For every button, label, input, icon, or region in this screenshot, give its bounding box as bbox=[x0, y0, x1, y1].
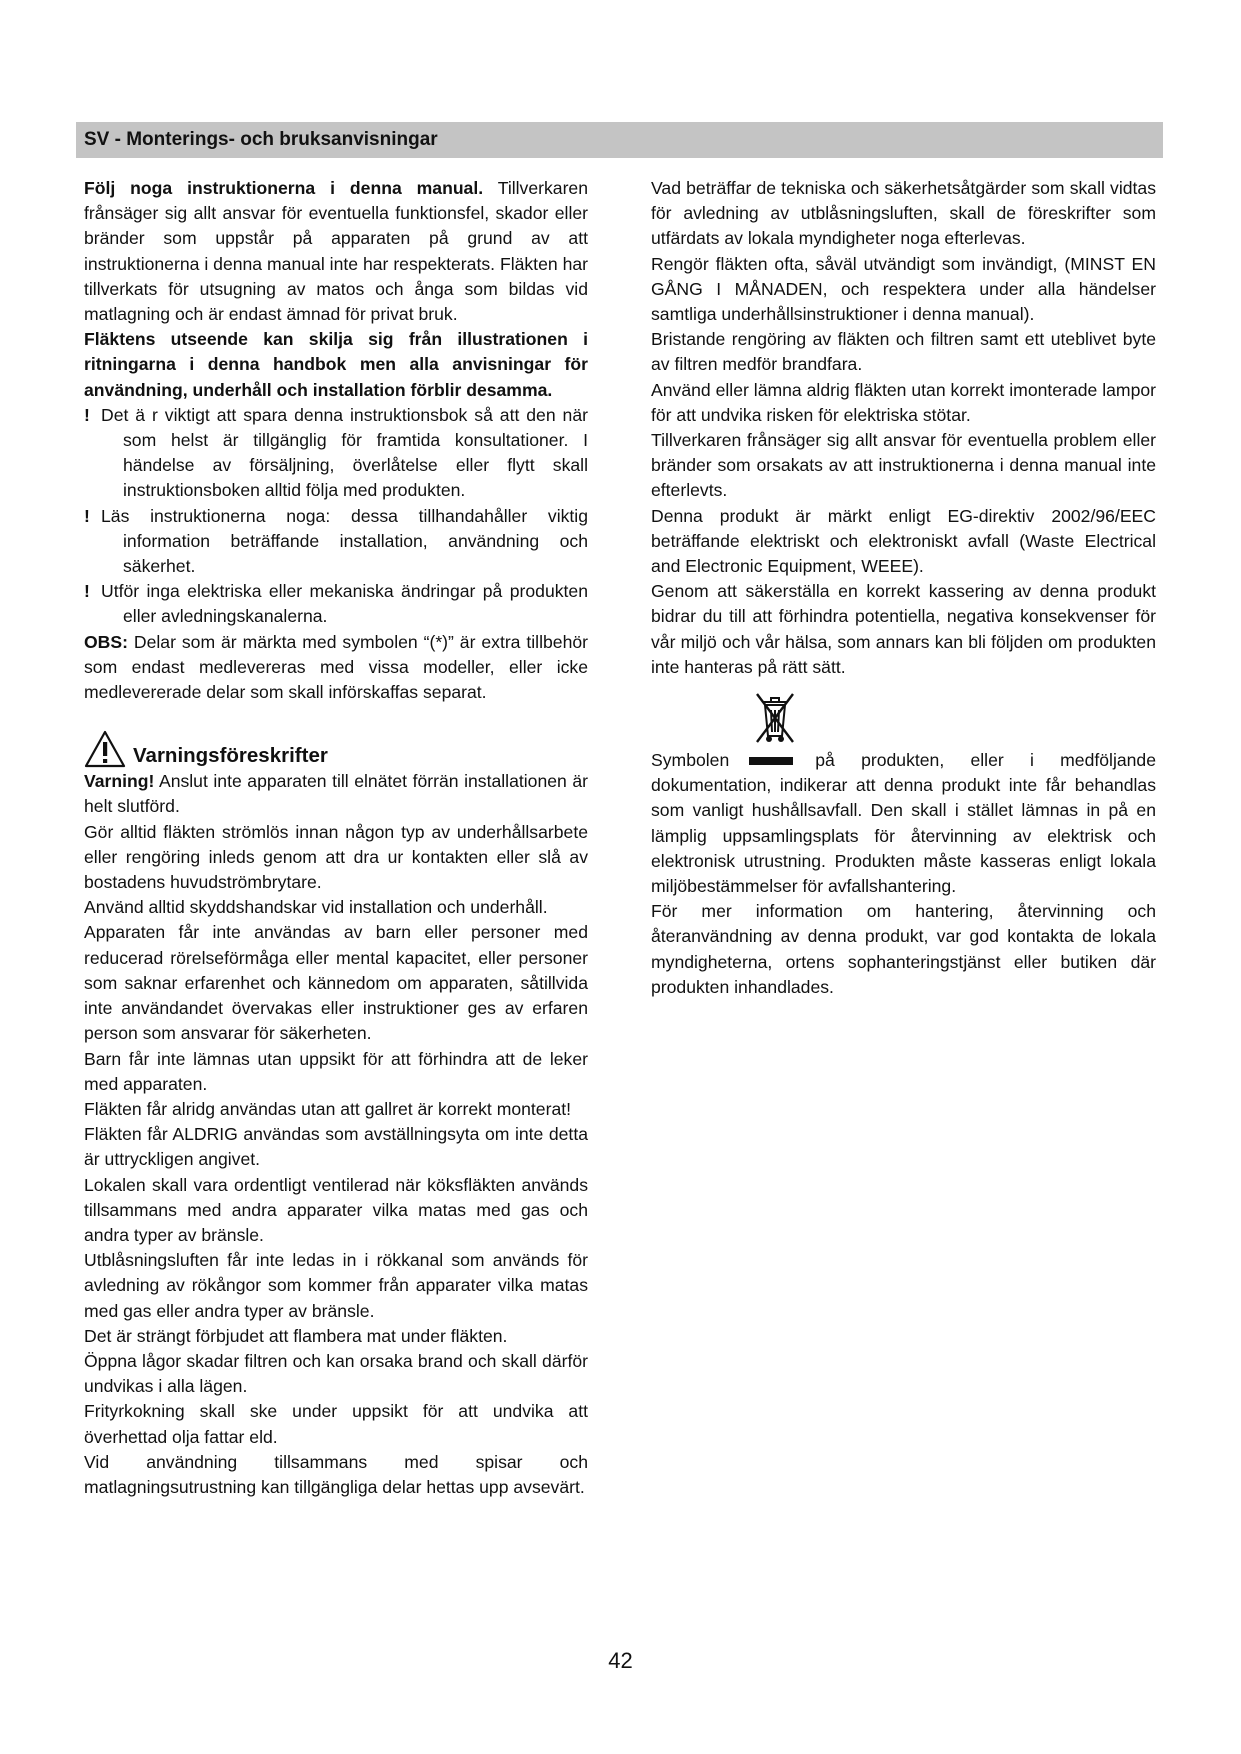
symbol-paragraph bbox=[651, 748, 1156, 899]
obs-label: OBS: bbox=[84, 631, 128, 652]
bullet-text: Utför inga elektriska eller mekaniska ändringar på produkten eller avledningskanalerna. bbox=[101, 581, 588, 627]
warning-label: Varning! bbox=[84, 771, 155, 792]
warning-item: Lokalen skall vara ordentligt ventilerad när köksfläkten används tillsammans med andra apparater vilka matas med gas och andra typer av bränsle. bbox=[84, 1174, 588, 1245]
bullet-text: Läs instruktionerna noga: dessa tillhandahåller viktig information beträffande installation, användning och säkerhet. bbox=[101, 505, 588, 577]
info-paragraph: Vad beträffar de tekniska och säkerhetsåtgärder som skall vidtas för avledning av utblåsningsluften, skall de föreskrifter som utfärdats av lokala myndigheter noga efterlevas. bbox=[651, 178, 1156, 249]
bullet-text: Det ä r viktigt att spara denna instruktionsbok så att den när som helst är tillgänglig för framtida konsultationer. I händelse av försäljning, överlåtelse eller flytt skall instruktionsboken alltid följa med produkten. bbox=[101, 404, 588, 501]
intro-paragraph bbox=[84, 176, 588, 327]
exclamation-marker: ! bbox=[84, 581, 90, 602]
warning-item: Gör alltid fläkten strömlös innan någon typ av underhållsarbete eller rengöring inleds genom att dra ur kontakten eller slå av bostadens huvudströmbrytare. bbox=[84, 821, 588, 893]
symbol-word: Symbolen bbox=[651, 750, 730, 771]
bullet-item bbox=[84, 504, 588, 580]
right-column bbox=[651, 176, 1156, 1000]
info-paragraph: För mer information om hantering, återvinning och återanvändning av denna produkt, var god kontakta de lokala myndigheterna, ortens sophanteringstjänst eller butiken där produkten inhandlades. bbox=[651, 901, 1156, 997]
info-paragraph: Rengör fläkten ofta, såväl utvändigt som invändigt, (MINST EN GÅNG I MÅNADEN, och respektera under alla händelser samtliga underhållsinstruktioner i denna manual). bbox=[651, 253, 1156, 325]
obs-text: Delar som är märkta med symbolen “(*)” är extra tillbehör som endast medlevereras med vissa modeller, eller icke medlevererade delar som skall införskaffas separat. bbox=[84, 631, 588, 703]
info-paragraph: Bristande rengöring av fläkten och filtren samt ett uteblivet byte av filtren medför brandfara. bbox=[651, 329, 1156, 375]
warnings-heading-text: Varningsföreskrifter bbox=[133, 744, 328, 768]
section-title: SV - Monterings- och bruksanvisningar bbox=[84, 129, 438, 150]
warning-item: Apparaten får inte användas av barn eller personer med reducerad rörelseförmåga eller mental kapacitet, eller personer som saknar erfarenhet och kännedom om apparaten, såtillvida inte användandet övervakas eller instruktioner ges av erfaren person som ansvarar för säkerheten. bbox=[84, 922, 588, 1044]
warning-paragraph bbox=[84, 769, 588, 819]
warning-item: Barn får inte lämnas utan uppsikt för att förhindra att de leker med apparaten. bbox=[84, 1048, 588, 1094]
page-number: 42 bbox=[608, 1648, 633, 1673]
left-column bbox=[84, 176, 588, 1500]
symbol-text: på produkten, eller i medföljande dokumentation, indikerar att denna produkt inte får behandlas som vanligt hushållsavfall. Den skall i stället lämnas in på en lämplig uppsamlingsplats för återvinning av elektrisk och elektronisk utrustning. Produkten måste kasseras enligt lokala miljöbestämmelser för avfallshantering. bbox=[651, 750, 1156, 897]
warning-item: Öppna lågor skadar filtren och kan orsaka brand och skall därför undvikas i alla lägen. bbox=[84, 1350, 588, 1397]
appearance-note: Fläktens utseende kan skilja sig från illustrationen i ritningarna i denna handbok men alla anvisningar för användning, underhåll och installation förblir desamma. bbox=[84, 329, 588, 400]
weee-bar-symbol bbox=[749, 757, 793, 765]
section-header-bar bbox=[76, 122, 1163, 158]
intro-text: Tillverkaren frånsäger sig allt ansvar för eventuella funktionsfel, skador eller bränder som uppstår på apparaten på grund av att instruktionerna i denna manual inte har respekterats. Fläkten har tillverkats för utsugning av matos och ånga som bildas vid matlagning och är endast ämnad för privat bruk. bbox=[84, 178, 588, 325]
info-paragraph: Genom att säkerställa en korrekt kassering av denna produkt bidrar du till att förhindra potentiella, negativa konsekvenser för vår miljö och vår hälsa, som annars kan bli följden om produkten inte hanteras på rätt sätt. bbox=[651, 581, 1156, 677]
info-paragraph: Tillverkaren frånsäger sig allt ansvar för eventuella problem eller bränder som orsakats av att instruktionerna i denna manual inte efterlevts. bbox=[651, 430, 1156, 501]
intro-bold: Följ noga instruktionerna i denna manual. bbox=[84, 178, 484, 198]
warnings-heading bbox=[84, 729, 588, 769]
bullet-item bbox=[84, 579, 588, 629]
warning-item: Fläkten får ALDRIG användas som avställningsyta om inte detta är uttryckligen angivet. bbox=[84, 1124, 588, 1170]
weee-symbol-area bbox=[651, 688, 1156, 748]
info-paragraph: Använd eller lämna aldrig fläkten utan korrekt imonterade lampor för att undvika risken för elektriska stötar. bbox=[651, 379, 1156, 425]
exclamation-marker: ! bbox=[84, 404, 90, 425]
exclamation-marker: ! bbox=[84, 505, 90, 526]
warning-item: Det är strängt förbjudet att flambera mat under fläkten. bbox=[84, 1325, 508, 1346]
warning-item: Utblåsningsluften får inte ledas in i rökkanal som används för avledning av rökångor som kommer från apparater vilka matas med gas eller andra typer av bränsle. bbox=[84, 1250, 588, 1321]
warning-item: Frityrkokning skall ske under uppsikt för att undvika att överhettad olja fattar eld. bbox=[84, 1401, 588, 1447]
warning-item: Fläkten får alridg användas utan att gallret är korrekt monterat! bbox=[84, 1098, 572, 1119]
obs-paragraph bbox=[84, 630, 588, 706]
crossed-out-bin-icon bbox=[747, 688, 803, 750]
warning-triangle-icon bbox=[84, 729, 126, 769]
warning-text: Anslut inte apparaten till elnätet förrän installationen är helt slutförd. bbox=[84, 771, 588, 817]
warning-item: Använd alltid skyddshandskar vid installation och underhåll. bbox=[84, 897, 548, 918]
bullet-item bbox=[84, 403, 588, 504]
info-paragraph: Denna produkt är märkt enligt EG-direktiv 2002/96/EEC beträffande elektriskt och elektroniskt avfall (Waste Electrical and Electronic Equipment, WEEE). bbox=[651, 505, 1156, 577]
warning-item: Vid användning tillsammans med spisar och matlagningsutrustning kan tillgängliga delar hettas upp avsevärt. bbox=[84, 1451, 588, 1497]
